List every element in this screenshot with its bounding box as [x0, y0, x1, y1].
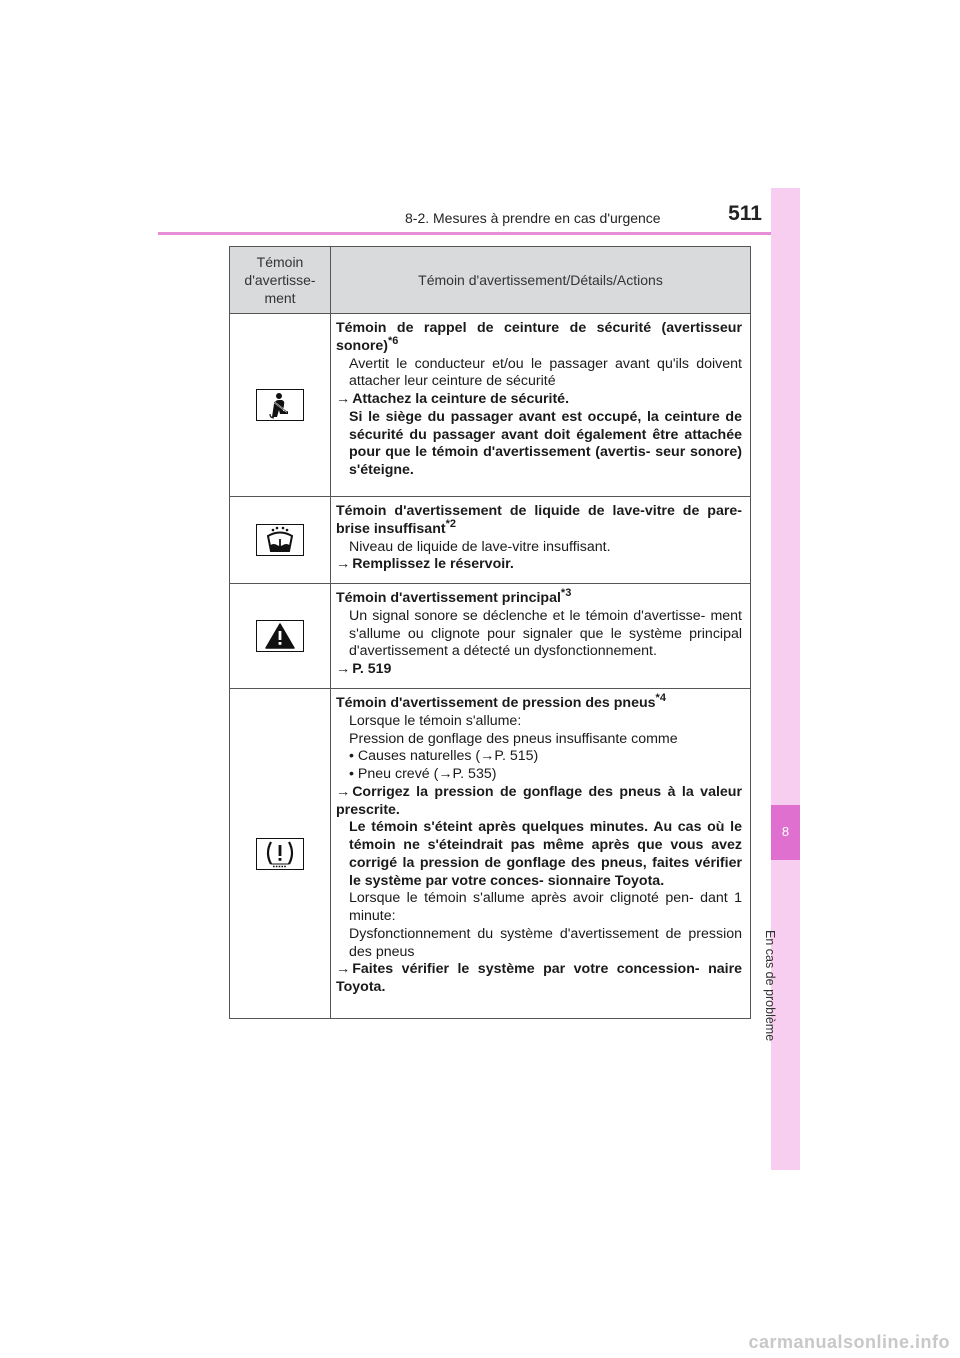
- light-condition: Lorsque le témoin s'allume après avoir clignoté pen- dant 1 minute:: [349, 890, 742, 924]
- master-warning-icon: [256, 620, 304, 652]
- list-item: • Causes naturelles (→P. 515): [349, 748, 539, 765]
- chapter-label: En cas de problème: [763, 930, 777, 1042]
- arrow-icon: →: [336, 783, 351, 800]
- table-row: [230, 584, 751, 689]
- warning-lights-table: [229, 246, 751, 1019]
- page-number: 511: [728, 202, 762, 225]
- light-condition: Lorsque le témoin s'allume:: [349, 712, 522, 729]
- light-action: Corrigez la pression de gonflage des pneus à la valeur prescrite.: [336, 783, 742, 818]
- light-detail: Avertit le conducteur et/ou le passager avant qu'ils doivent attacher leur ceinture de sécurité: [349, 355, 742, 390]
- light-cause: Pression de gonflage des pneus insuffisante comme: [349, 730, 678, 747]
- section-title: 8-2. Mesures à prendre en cas d'urgence: [405, 210, 661, 226]
- table-row: [230, 689, 751, 1019]
- chapter-number: 8: [781, 824, 790, 839]
- light-detail: Niveau de liquide de lave-vitre insuffisant.: [349, 538, 611, 555]
- arrow-icon: →: [336, 661, 351, 677]
- light-action: P. 519: [352, 661, 392, 677]
- footnote-marker: *3: [560, 587, 572, 599]
- light-action: Remplissez le réservoir.: [352, 556, 514, 573]
- row-details: [331, 314, 751, 497]
- light-cause: Dysfonctionnement du système d'avertissement de pression des pneus: [349, 925, 742, 960]
- arrow-icon: →: [336, 391, 351, 407]
- arrow-icon: →: [336, 556, 351, 573]
- light-action-detail: Si le siège du passager avant est occupé, la ceinture de sécurité du passager avant doit également être attachée pour que le témoin d'avertissement (avertis- seur sonore) s'éteigne.: [349, 408, 742, 478]
- icon-cell: [230, 584, 331, 689]
- footnote-marker: *4: [655, 692, 666, 704]
- seatbelt-reminder-icon: [256, 389, 304, 421]
- table-header-row: [230, 247, 751, 314]
- footnote-marker: *2: [445, 517, 456, 530]
- light-action: Attachez la ceinture de sécurité.: [352, 391, 570, 407]
- washer-fluid-icon: [256, 524, 304, 556]
- header-divider: [158, 232, 800, 235]
- column-header-light: Témoin d'avertisse- ment: [230, 247, 331, 314]
- list-item: • Pneu crevé (→P. 535): [349, 766, 497, 782]
- tire-pressure-icon: [256, 838, 304, 870]
- row-details: [331, 689, 751, 1019]
- light-title: Témoin d'avertissement de liquide de lave-vitre de pare- brise insuffisant: [336, 503, 742, 537]
- icon-cell: [230, 497, 331, 584]
- light-title: Témoin d'avertissement de pression des pneus: [336, 695, 656, 711]
- light-title: Témoin de rappel de ceinture de sécurité (avertisseur sonore): [336, 320, 742, 354]
- light-title: Témoin d'avertissement principal: [336, 590, 561, 606]
- icon-cell: [230, 689, 331, 1019]
- column-header-details: Témoin d'avertissement/Détails/Actions: [331, 247, 751, 314]
- watermark: carmanualsonline.info: [748, 1332, 950, 1352]
- table-row: [230, 314, 751, 497]
- light-action: Faites vérifier le système par votre concession- naire Toyota.: [336, 961, 742, 995]
- icon-cell: [230, 314, 331, 497]
- light-detail: Un signal sonore se déclenche et le témoin d'avertisse- ment s'allume ou clignote pour signaler que le système principal d'avertissement a détecté un dysfonctionnement.: [349, 607, 742, 660]
- table-row: [230, 497, 751, 584]
- row-details: [331, 497, 751, 584]
- row-details: [331, 584, 751, 689]
- footnote-marker: *6: [388, 334, 399, 347]
- light-action-detail: Le témoin s'éteint après quelques minutes. Au cas où le témoin ne s'éteindrait pas même après que vous avez corrigé la pression de gonflage des pneus, faites vérifier le système par votre conces- sionnaire Toyota.: [349, 819, 742, 889]
- arrow-icon: →: [336, 961, 351, 978]
